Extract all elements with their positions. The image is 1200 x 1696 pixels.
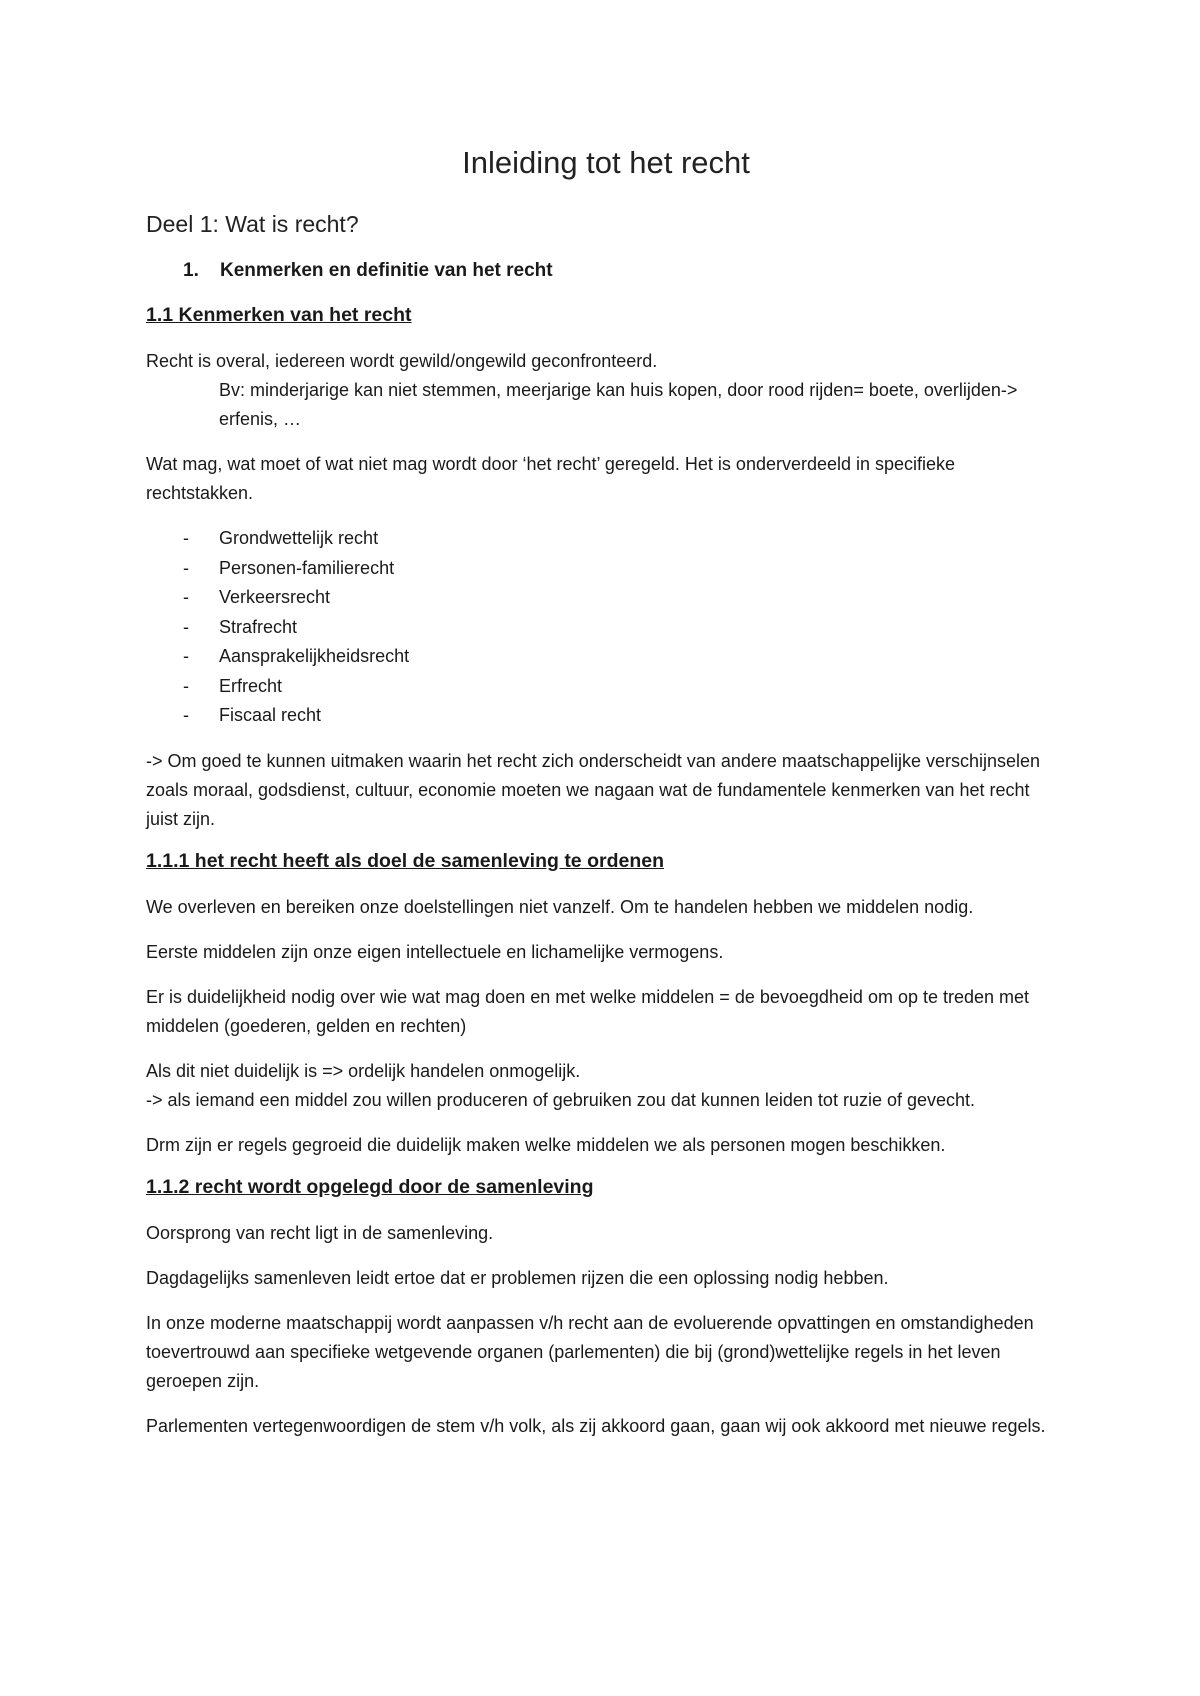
list-item-text: Aansprakelijkheidsrecht [219,646,410,666]
list-item [146,672,1066,702]
list-marker: - [183,646,189,666]
document-body [146,145,1066,1457]
list-marker: - [183,587,189,607]
section-1-1-1-heading: 1.1.1 het recht heeft als doel de samenleving te ordenen [146,849,664,872]
chapter-number: 1. [183,260,199,281]
section-1-1-paragraph-2: Wat mag, wat moet of wat niet mag wordt door ‘het recht’ geregeld. Het is onderverdeeld in specifieke rechtstakken. [146,454,956,503]
section-1-1-2-paragraph-4: Parlementen vertegenwoordigen de stem v/h volk, als zij akkoord gaan, gaan wij ook akkoord met nieuwe regels. [146,1415,1046,1436]
section-1-1-1-paragraph-2: Eerste middelen zijn onze eigen intellectuele en lichamelijke vermogens. [146,941,724,962]
section-1-1-1-paragraph-4 [146,1057,1066,1115]
list-item [146,554,1066,584]
part-heading: Deel 1: Wat is recht? [146,211,359,237]
section-1-1-paragraph-1 [146,347,1066,434]
section-1-1-2-heading: 1.1.2 recht wordt opgelegd door de samenleving [146,1175,594,1198]
list-item-text: Verkeersrecht [219,587,331,607]
section-1-1-2-paragraph-3: In onze moderne maatschappij wordt aanpassen v/h recht aan de evoluerende opvattingen en omstandigheden toevertrouwd aan specifieke wetgevende organen (parlementen) die bij (grond)wettelijke regels in het leven geroepen zijn. [146,1312,1034,1391]
section-1-1-2-paragraph-1: Oorsprong van recht ligt in de samenleving. [146,1222,494,1243]
list-item-text: Strafrecht [219,616,298,637]
list-marker: - [183,616,189,637]
section-1-1-1-p4-line1: Als dit niet duidelijk is => ordelijk handelen onmogelijk. [146,1060,581,1081]
section-1-1-heading: 1.1 Kenmerken van het recht [146,304,412,326]
list-marker: - [183,705,189,725]
list-item [146,642,1066,672]
list-marker: - [183,557,189,578]
list-item-text: Fiscaal recht [219,705,322,725]
list-marker: - [183,675,189,696]
list-item [146,583,1066,613]
list-item-text: Grondwettelijk recht [219,528,379,548]
list-item [146,701,1066,731]
list-item-text: Personen-familierecht [219,557,395,578]
section-1-1-p1-example: Bv: minderjarige kan niet stemmen, meerjarige kan huis kopen, door rood rijden= boete, overlijden-> erfenis, … [219,380,1018,429]
section-1-1-2-paragraph-2: Dagdagelijks samenleven leidt ertoe dat er problemen rijzen die een oplossing nodig hebben. [146,1267,889,1288]
document-title: Inleiding tot het recht [462,145,750,180]
list-item [146,613,1066,643]
chapter-label: Kenmerken en definitie van het recht [220,260,553,281]
list-item [146,524,1066,554]
list-item-text: Erfrecht [219,675,283,696]
section-1-1-1-p4-line2: -> als iemand een middel zou willen produceren of gebruiken zou dat kunnen leiden tot ruzie of gevecht. [146,1089,976,1110]
section-1-1-p1-line1: Recht is overal, iedereen wordt gewild/ongewild geconfronteerd. [146,351,658,371]
law-branches-list [146,524,1066,731]
section-1-1-1-paragraph-1: We overleven en bereiken onze doelstellingen niet vanzelf. Om te handelen hebben we middelen nodig. [146,896,974,917]
section-1-1-1-paragraph-5: Drm zijn er regels gegroeid die duidelijk maken welke middelen we als personen mogen beschikken. [146,1134,946,1155]
list-marker: - [183,528,189,548]
section-1-1-paragraph-3: -> Om goed te kunnen uitmaken waarin het recht zich onderscheidt van andere maatschappelijke verschijnselen zoals moraal, godsdienst, cultuur, economie moeten we nagaan wat de fundamentele kenmerken van het recht juist zijn. [146,750,1041,829]
section-1-1-1-paragraph-3: Er is duidelijkheid nodig over wie wat mag doen en met welke middelen = de bevoegdheid om op te treden met middelen (goederen, gelden en rechten) [146,986,1030,1036]
chapter-heading [146,260,1066,282]
